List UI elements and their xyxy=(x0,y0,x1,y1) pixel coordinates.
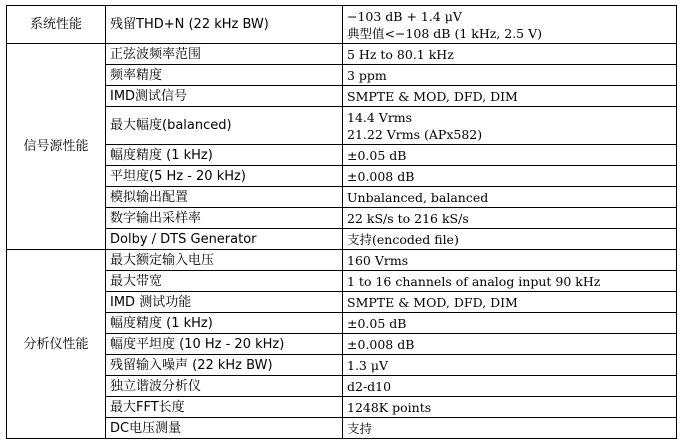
table-row xyxy=(7,250,677,271)
spec-value xyxy=(343,271,677,292)
category-cell: 分析仪性能 xyxy=(7,250,106,439)
spec-value xyxy=(343,376,677,397)
spec-value xyxy=(343,229,677,250)
spec-value xyxy=(343,250,677,271)
spec-value xyxy=(343,355,677,376)
spec-value xyxy=(343,187,677,208)
spec-value-line: SMPTE & MOD, DFD, DIM xyxy=(347,88,518,104)
spec-value xyxy=(343,292,677,313)
spec-label: 模拟输出配置 xyxy=(106,187,343,208)
spec-label: IMD 测试功能 xyxy=(106,292,343,313)
table-row xyxy=(7,355,677,376)
table-row xyxy=(7,107,677,145)
spec-label: 频率精度 xyxy=(106,65,343,86)
table-row xyxy=(7,397,677,418)
category-cell: 系统性能 xyxy=(7,6,106,44)
spec-value-line: 22 kS/s to 216 kS/s xyxy=(347,210,469,226)
table-row xyxy=(7,292,677,313)
table-row xyxy=(7,65,677,86)
spec-label: 数字输出采样率 xyxy=(106,208,343,229)
spec-value-line: ±0.008 dB xyxy=(347,336,415,352)
table-row xyxy=(7,145,677,166)
table-row xyxy=(7,44,677,65)
table-row xyxy=(7,86,677,107)
spec-value-line: SMPTE & MOD, DFD, DIM xyxy=(347,294,518,310)
spec-value xyxy=(343,313,677,334)
spec-value-line: 1248K points xyxy=(347,399,432,415)
table-row xyxy=(7,166,677,187)
spec-value-line: 典型值<−108 dB (1 kHz, 2.5 V) xyxy=(347,25,543,41)
spec-value-line: 1.3 μV xyxy=(347,357,389,373)
table-row xyxy=(7,229,677,250)
spec-value-line: ±0.05 dB xyxy=(347,315,407,331)
spec-value-line: 3 ppm xyxy=(347,67,387,83)
spec-label: IMD测试信号 xyxy=(106,86,343,107)
spec-value-line: −103 dB + 1.4 μV xyxy=(347,8,462,24)
table-row xyxy=(7,376,677,397)
table-row xyxy=(7,271,677,292)
table-row xyxy=(7,6,677,44)
spec-label: 最大带宽 xyxy=(106,271,343,292)
spec-label: Dolby / DTS Generator xyxy=(106,229,343,250)
spec-value-line: Unbalanced, balanced xyxy=(347,189,489,205)
spec-value-line: 支持(encoded file) xyxy=(347,231,459,247)
table-row xyxy=(7,418,677,439)
spec-value-line: ±0.05 dB xyxy=(347,147,407,163)
spec-value-line: 5 Hz to 80.1 kHz xyxy=(347,46,454,62)
table-row xyxy=(7,334,677,355)
spec-label: 平坦度(5 Hz - 20 kHz) xyxy=(106,166,343,187)
table-row xyxy=(7,208,677,229)
spec-value xyxy=(343,86,677,107)
table-row xyxy=(7,187,677,208)
table-row xyxy=(7,313,677,334)
spec-label: DC电压测量 xyxy=(106,418,343,439)
spec-label: 残留输入噪声 (22 kHz BW) xyxy=(106,355,343,376)
spec-value xyxy=(343,44,677,65)
spec-value-line: d2-d10 xyxy=(347,378,392,394)
spec-value-line: 21.22 Vrms (APx582) xyxy=(347,126,483,142)
spec-value xyxy=(343,208,677,229)
spec-value xyxy=(343,107,677,145)
spec-value xyxy=(343,397,677,418)
spec-label: 幅度平坦度 (10 Hz - 20 kHz) xyxy=(106,334,343,355)
spec-value-line: 1 to 16 channels of analog input 90 kHz xyxy=(347,273,601,289)
spec-label: 最大额定输入电压 xyxy=(106,250,343,271)
spec-table xyxy=(6,5,677,439)
spec-label: 正弦波频率范围 xyxy=(106,44,343,65)
spec-value xyxy=(343,145,677,166)
spec-value-line: 160 Vrms xyxy=(347,252,409,268)
spec-value xyxy=(343,166,677,187)
spec-value-line: 14.4 Vrms xyxy=(347,109,413,125)
spec-value-line: ±0.008 dB xyxy=(347,168,415,184)
spec-label: 最大FFT长度 xyxy=(106,397,343,418)
spec-value xyxy=(343,418,677,439)
spec-value-line: 支持 xyxy=(347,420,373,436)
spec-label: 最大幅度(balanced) xyxy=(106,107,343,145)
spec-label: 幅度精度 (1 kHz) xyxy=(106,313,343,334)
spec-value xyxy=(343,334,677,355)
category-cell: 信号源性能 xyxy=(7,44,106,250)
spec-label: 残留THD+N (22 kHz BW) xyxy=(106,6,343,44)
spec-label: 独立谐波分析仪 xyxy=(106,376,343,397)
spec-label: 幅度精度 (1 kHz) xyxy=(106,145,343,166)
spec-value xyxy=(343,65,677,86)
spec-value xyxy=(343,6,677,44)
